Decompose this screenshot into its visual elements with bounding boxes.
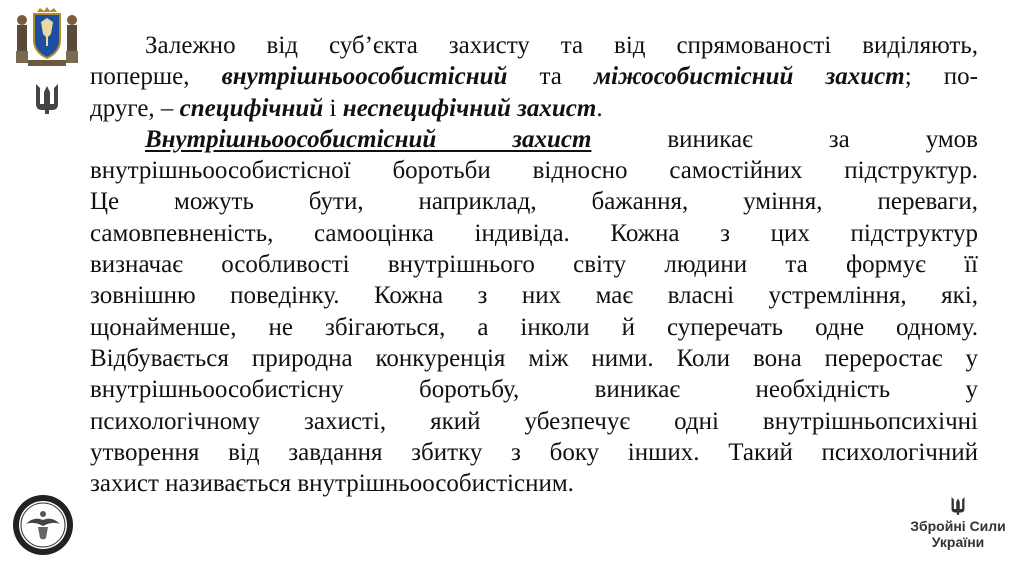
armed-forces-brand [900,496,1016,556]
text-line: зовнішню поведінку. Кожна з них має власні устремління, які, [90,282,978,310]
text-line: Внутрішньоособистісний захист виникає за умов [145,125,978,153]
text-line: утворення від завдання збитку з боку інших. Такий психологічний [90,438,978,466]
brand-line-1: Збройні Сили [910,518,1006,534]
text-line: Відбувається природна конкуренція між ними. Коли вона переростає у [90,344,978,372]
text-line: визначає особливості внутрішнього світу людини та формує її [90,251,978,279]
text-line: поперше, внутрішньоособистісний та міжособистісний захист; по- [90,63,979,91]
text-line: психологічному захисті, який убезпечує одні внутрішньопсихічні [90,407,978,435]
text-line: щонайменше, не збігаються, а інколи й суперечать одне одному. [90,313,978,341]
emblem-logo [10,6,84,68]
brand-line-2: України [931,534,985,550]
body-text [90,30,978,499]
text-line: Це можуть бути, наприклад, бажання, уміння, переваги, [90,188,978,216]
text-line: внутрішньоособистісної боротьби відносно самостійних підструктур. [90,157,978,185]
text-line: внутрішньоособистісну боротьбу, виникає необхідність у [90,376,978,404]
department-seal [12,494,74,556]
trident-icon [34,82,60,116]
text-line: захист називається внутрішньоособистісним. [90,470,574,498]
text-line: самовпевненість, самооцінка індивіда. Кожна з цих підструктур [90,219,978,247]
text-line: Залежно від суб’єкта захисту та від спрямованості виділяють, [145,32,978,59]
text-line: друге, – специфічний і неспецифічний захист. [90,94,603,122]
